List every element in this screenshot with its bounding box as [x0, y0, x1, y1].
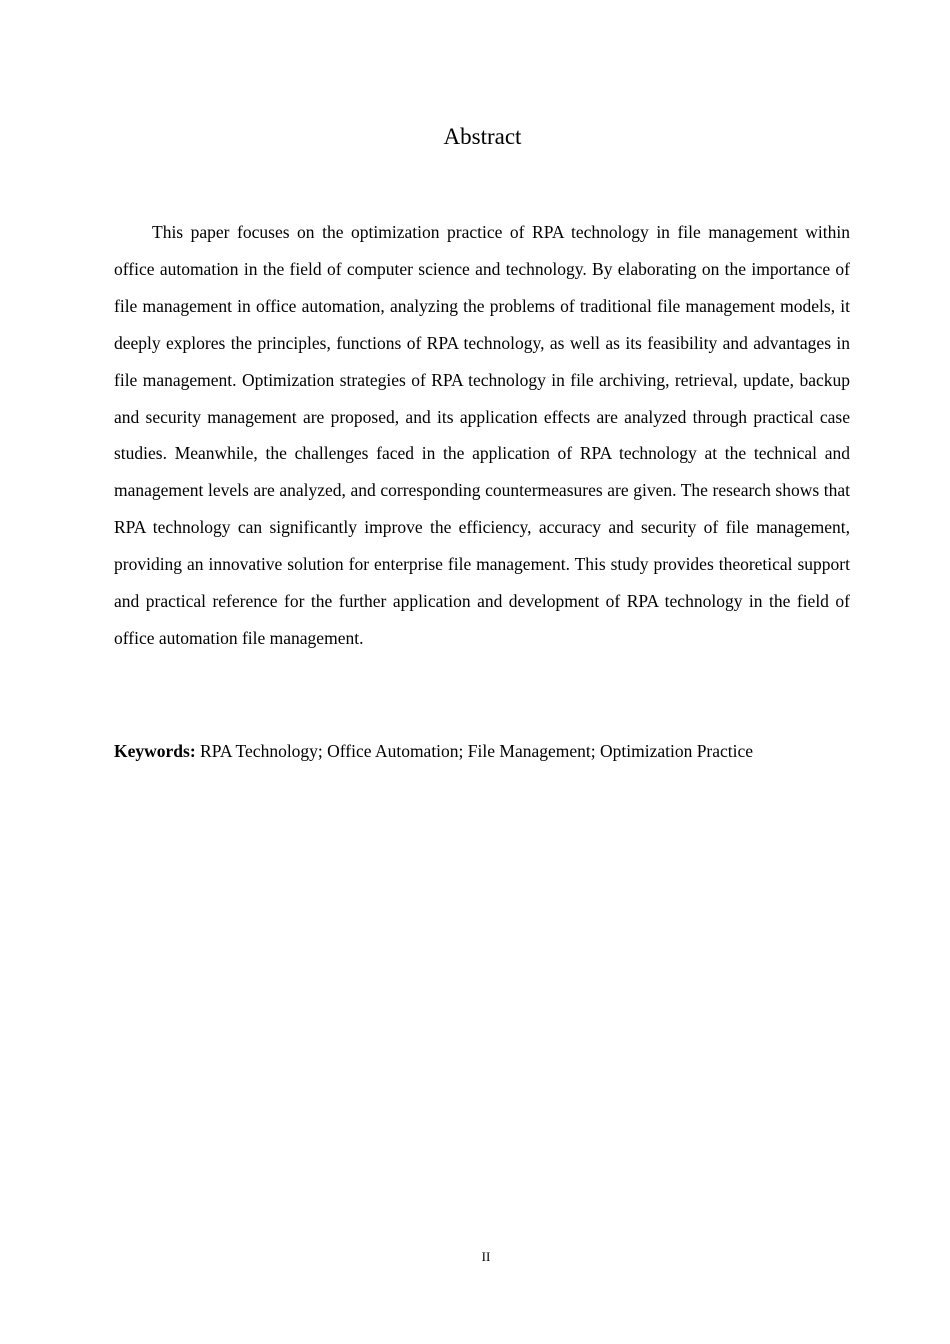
abstract-paragraph: This paper focuses on the optimization practice of RPA technology in file management within office automation in the field of computer science and technology. By elaborating on the importance of file management in office automation, analyzing the problems of traditional file management models, it deeply explores the principles, functions of RPA technology, as well as its feasibility and advantages in file management. Optimization strategies of RPA technology in file archiving, retrieval, update, backup and security management are proposed, and its application effects are analyzed through practical case studies. Meanwhile, the challenges faced in the application of RPA technology at the technical and management levels are analyzed, and corresponding countermeasures are given. The research shows that RPA technology can significantly improve the efficiency, accuracy and security of file management, providing an innovative solution for enterprise file management. This study provides theoretical support and practical reference for the further application and development of RPA technology in the field of office automation file management.	[114, 222, 850, 648]
page-number: II	[481, 1249, 491, 1264]
keywords-line	[114, 736, 874, 766]
page-title: Abstract	[443, 124, 522, 149]
keywords-list: RPA Technology; Office Automation; File Management; Optimization Practice	[195, 741, 754, 761]
keywords-label: Keywords:	[114, 741, 196, 761]
